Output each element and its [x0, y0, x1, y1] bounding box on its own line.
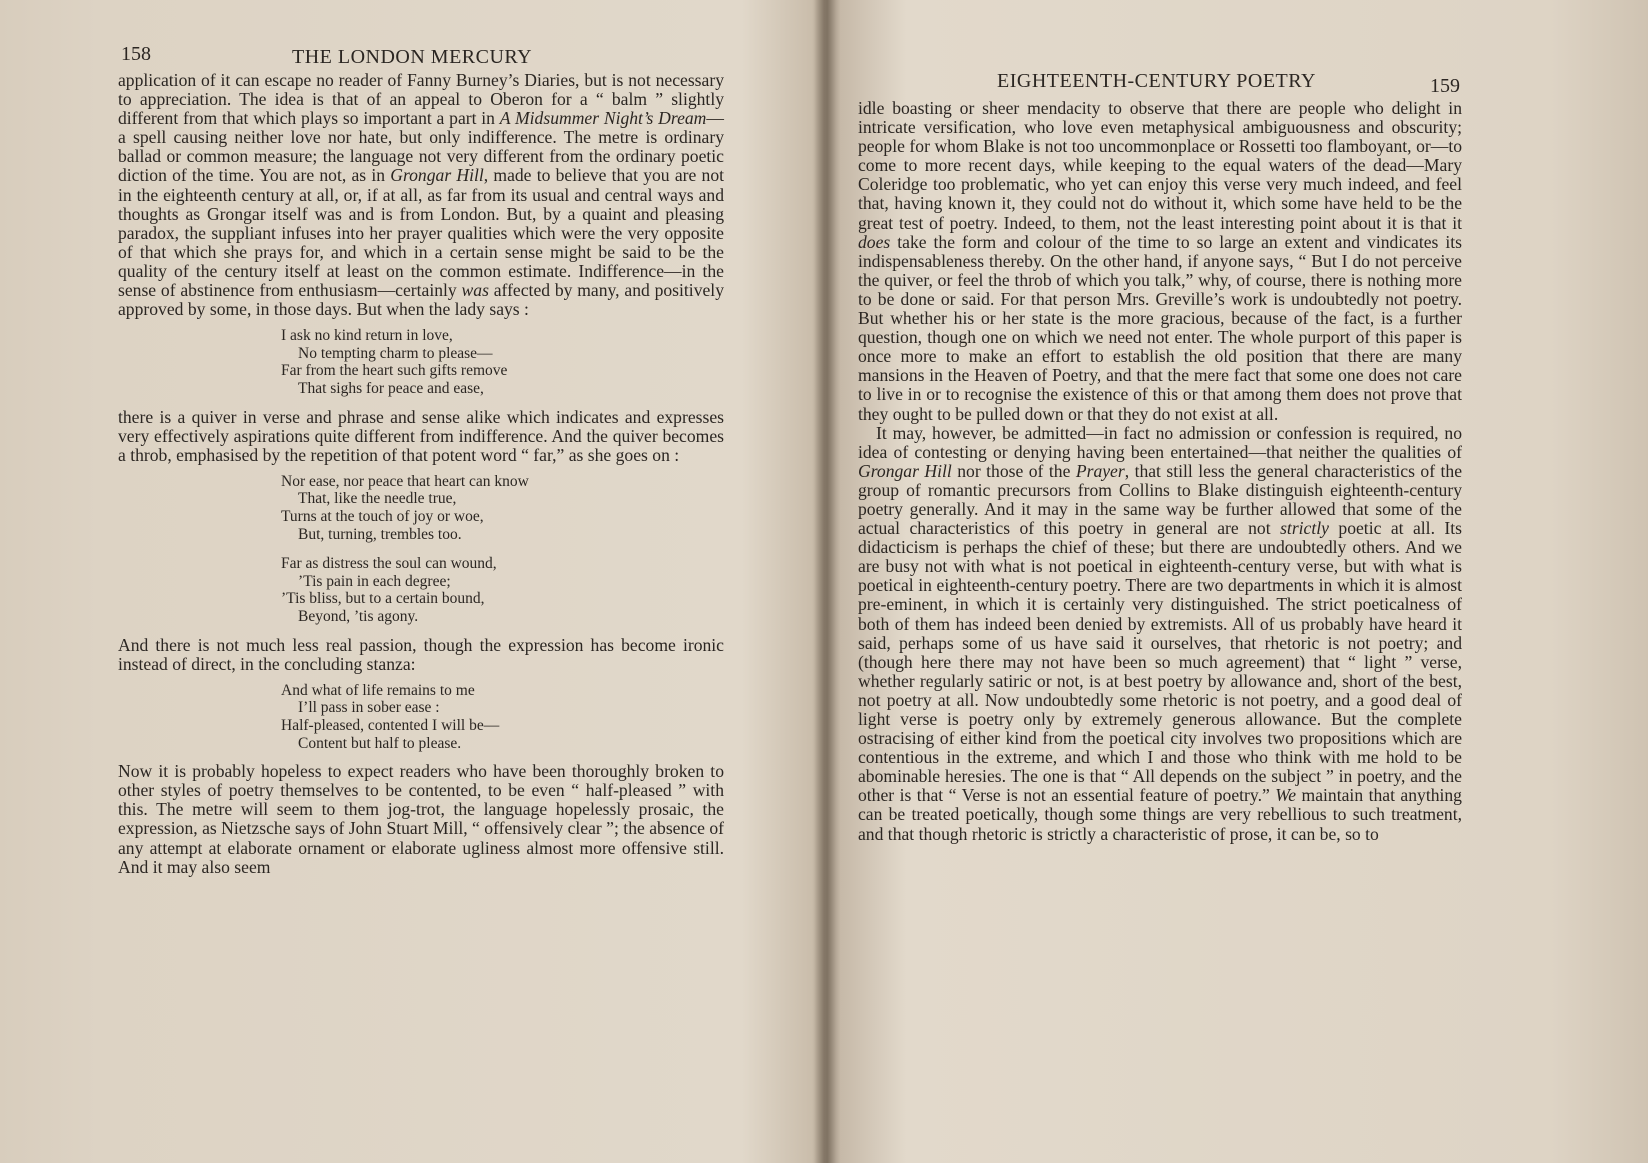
- poem-line: Half-pleased, contented I will be—: [281, 717, 500, 734]
- text-run: maintain that anything can be treated poetically, though some things are very rebellious to such treatment, and that though rhetoric is strictly a characteristic of prose, it can be, so to: [858, 785, 1462, 844]
- poem-line: Content but half to please.: [298, 734, 462, 752]
- right-page-body: [858, 99, 1462, 844]
- poem-stanza: [281, 327, 724, 397]
- poem-line: Nor ease, nor peace that heart can know: [281, 472, 529, 490]
- poem-quotation: [118, 682, 724, 752]
- italic-text: A Midsummer Night’s Dream: [499, 108, 707, 129]
- right-running-head: EIGHTEENTH-CENTURY POETRY: [997, 70, 1316, 92]
- poem-stanza: [281, 473, 724, 543]
- italic-text: Prayer: [1075, 460, 1125, 481]
- italic-text: We: [1275, 785, 1297, 806]
- text-run: , made to believe that you are not in the eighteenth century at all, or, if at all, as far from its usual and central ways and thoughts as Grongar itself was and is from London. But, by a quaint and pleasing paradox, the suppliant infuses into her prayer qualities which were the very opposite of that which she prays for, and which in a certain sense might be said to be the quality of the century itself at least on the common estimate. Indifference—in the sense of abstinence from enthusiasm—certainly: [118, 165, 724, 301]
- poem-line: Far as distress the soul can wound,: [281, 555, 497, 573]
- right-page: [826, 0, 1648, 1163]
- italic-text: was: [461, 280, 489, 301]
- text-run: It may, however, be admitted—in fact no admission or confession is required, no idea of contesting or denying having been entertained—that neither the qualities of: [858, 422, 1462, 462]
- paragraph: [118, 71, 724, 319]
- poem-line: Turns at the touch of joy or woe,: [281, 508, 484, 526]
- poem-quotation: [118, 327, 724, 397]
- text-run: take the form and colour of the time to so large an extent and vindicates its indispensableness thereby. On the other hand, if anyone says, “ But I do not perceive the quiver, or feel the throb of which you talk,” why, of course, there is nothing more to be done or said. For that person Mrs. Greville’s work is undoubtedly not poetry. But whether his or her state is the more gracious, because of the fact, is a further question, though one on which we need not enter. The whole purport of this paper is once more to make an effort to establish the old position that there are many mansions in the Heaven of Poetry, and that the mere fact that some one does not care to live in or to recognise the existence of this or that among them does not prove that they ought to be pulled down or that they do not exist at all.: [858, 231, 1462, 424]
- poem-line: ’Tis pain in each degree;: [298, 572, 451, 590]
- poem-line: That, like the needle true,: [298, 490, 457, 508]
- italic-text: Grongar Hill: [858, 460, 952, 481]
- poem-line: I’ll pass in sober ease :: [298, 699, 440, 717]
- poem-line: I ask no kind return in love,: [281, 327, 453, 345]
- text-run: application of it can escape no reader of Fanny Burney’s Diaries, but is not necessary to appreciation. The idea is that of an appeal to Oberon for a “ balm ” slightly different from that which plays so important a part in: [118, 70, 724, 129]
- left-page: [0, 0, 822, 1163]
- italic-text: Grongar Hill: [390, 165, 484, 186]
- text-run: Now it is probably hopeless to expect readers who have been thoroughly broken to other styles of poetry themselves to be contented, to be even “ half-pleased ” with this. The metre will seem to them jog-trot, the language hopelessly prosaic, the expression, as Nietzsche says of John Stuart Mill, “ offensively clear ”; the absence of any attempt at elaborate ornament or elaborate ugliness almost more offensive still. And it may also seem: [118, 761, 724, 877]
- text-run: poetic at all. Its didacticism is perhaps the chief of these; but there are undoubtedly others. And we are busy not with what is not poetical in eighteenth-century verse, but with what is poetical in eighteenth-century poetry. There are two departments in which it is almost pre-eminent, in which it is certainly very distinguished. The strict poeticalness of both of them has indeed been denied by extremists. All of us probably have heard it said, perhaps some of us have said it ourselves, that rhetoric is not poetry; and (though here there may not have been so much agreement) that “ light ” verse, whether regularly satiric or not, is at best poetry by allowance and, short of the best, not poetry at all. Now undoubtedly some rhetoric is not poetry, and a good deal of light verse is poetry only by extremely generous allowance. But the complete ostracising of either kind from the poetical city involves two propositions which are contentious in the extreme, and which I and those who think with me hold to be abominable heresies. The one is that “ All depends on the subject ” in poetry, and the other is that “ Verse is not an essential feature of poetry.”: [858, 518, 1463, 806]
- paragraph: [858, 99, 1462, 424]
- poem-stanza: [281, 555, 724, 625]
- text-run: idle boasting or sheer mendacity to observe that there are people who delight in intricate versification, who love even metaphysical ambiguousness and obscurity; people for whom Blake is not too uncommonplace or Rossetti too flamboyant, or—to come to more recent days, while keeping to the equal waters of the dead—Mary Coleridge too problematic, who yet can enjoy this verse very much indeed, and feel that, having known it, they could not do without it, which some have held to be the great test of poetry. Indeed, to them, not the least interesting point about it is that it: [858, 98, 1462, 233]
- poem-line: Beyond, ’tis agony.: [298, 608, 419, 626]
- paragraph: [118, 408, 724, 465]
- right-page-number: 159: [1430, 75, 1460, 97]
- text-run: affected by many, and positively approved by some, in those days. But when the lady says :: [118, 280, 724, 320]
- italic-text: does: [858, 231, 891, 252]
- poem-line: And what of life remains to me: [281, 681, 475, 699]
- poem-line: Far from the heart such gifts remove: [281, 362, 508, 380]
- poem-line: No tempting charm to please—: [298, 344, 493, 362]
- text-run: nor those of the: [951, 460, 1076, 481]
- poem-line: That sighs for peace and ease,: [298, 380, 484, 397]
- text-run: And there is not much less real passion, though the expression has become ironic instead of direct, in the concluding stanza:: [118, 634, 724, 674]
- text-run: —a spell causing neither love nor hate, but only indifference. The metre is ordinary ballad or common measure; the language not very different from the ordinary poetic diction of the time. You are not, as in: [118, 108, 724, 186]
- italic-text: strictly: [1280, 518, 1329, 539]
- left-page-body: [118, 71, 724, 877]
- paragraph: [118, 636, 724, 674]
- left-running-head: THE LONDON MERCURY: [292, 46, 533, 68]
- poem-line: But, turning, trembles too.: [298, 525, 462, 543]
- text-run: , that still less the general characteristics of the group of romantic precursors from Collins to Blake distinguish eighteenth-century poetry generally. And it may in the same way be further allowed that some of the actual characteristics of this poetry in general are not: [858, 460, 1463, 539]
- poem-quotation: [118, 473, 724, 626]
- poem-line: ’Tis bliss, but to a certain bound,: [281, 590, 485, 608]
- text-run: there is a quiver in verse and phrase and sense alike which indicates and expresses very effectively aspirations quite different from indifference. And the quiver becomes a throb, emphasised by the repetition of that potent word “ far,” as she goes on :: [118, 406, 724, 465]
- poem-stanza: [281, 682, 724, 752]
- paragraph: [858, 424, 1462, 844]
- paragraph: [118, 762, 724, 877]
- left-page-number: 158: [121, 43, 151, 65]
